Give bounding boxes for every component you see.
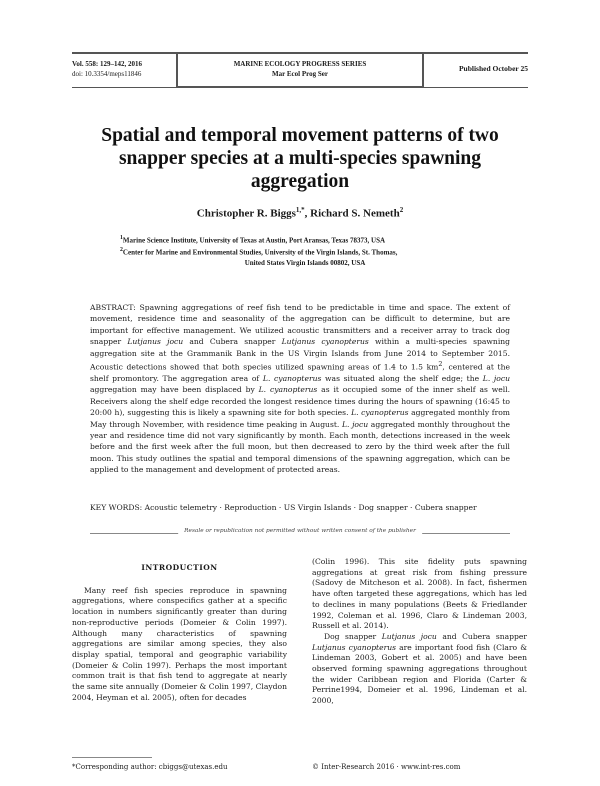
affiliation-1 [120, 233, 490, 245]
volume-info: Vol. 558: 129–142, 2016 [72, 60, 142, 68]
body-text: Dog snapper [324, 631, 382, 641]
intro-paragraph-2 [312, 632, 527, 707]
abstract-label: ABSTRACT: [90, 303, 136, 312]
intro-heading: INTRODUCTION [141, 563, 218, 572]
species-name: L. jocu [341, 419, 369, 429]
abstract-text: aggregated monthly throughout the year and residence time did not vary significantly by month. Each month, detections increased in the week before and the first week after the full moon, but then decreased to zero by the third week after the full moon. This study outlines the spatial and temporal dimensions of the spawning aggregation, which can be applied to the management and development of protected areas. [90, 419, 510, 475]
journal-name-block [176, 52, 424, 88]
species-name: L. cyanopterus [351, 408, 409, 418]
abstract-text: aggregation may have been displaced by [90, 385, 259, 395]
column-left [72, 563, 287, 703]
abstract-text: within a multi-species spawning aggregation site at the Grammanik Bank in the US Virgin Islands from June 2014 to September 2015. Acoustic detections showed that both species utilized spawning areas of 1.4 to 1.5 km [90, 337, 511, 372]
abstract-text: as it occupied some of the inner shelf as well. Receivers along the shelf edge recorded the longest residence times during the hours of spawning (16:45 to 20:00 h), suggesting this is likely a spawning site for both species. [90, 385, 510, 418]
keywords-label: KEY WORDS: [90, 503, 143, 512]
body-text: are important food fish (Claro & Lindeman 2003, Gobert et al. 2005) and have been observed forming spawning aggregations throughout the wider Caribbean region and Florida (Carter & Perrine1994, Domeier et al. 1996, Lindeman et al. 2000, [312, 642, 527, 706]
abstract-text: , centered at the shelf promontory. The aggregation area of [90, 362, 510, 383]
published-date: Published October 25 [424, 52, 528, 88]
doi[interactable]: doi: 10.3354/meps11846 [72, 70, 142, 78]
affiliation-2-cont: United States Virgin Islands 00802, USA [244, 258, 366, 267]
author-line [80, 206, 520, 220]
superscript: 2 [438, 361, 443, 369]
keywords-list: Acoustic telemetry · Reproduction · US Virgin Islands · Dog snapper · Cubera snapper [142, 503, 477, 512]
species-name: Lutjanus cyanopterus [312, 642, 397, 652]
abstract-text: and Cubera snapper [183, 337, 282, 347]
column-right [312, 557, 527, 707]
affiliation-2 [120, 245, 490, 257]
footnote-rule [72, 757, 152, 758]
corresponding-author[interactable]: *Corresponding author: cbiggs@utexas.edu [72, 763, 228, 771]
species-name: Lutjanus jocu [127, 337, 184, 347]
species-name: L. cyanopterus [258, 385, 318, 395]
species-name: Lutjanus jocu [381, 631, 437, 641]
author-1: Christopher R. Biggs [196, 207, 296, 220]
journal-name: MARINE ECOLOGY PROGRESS SERIES [233, 60, 367, 68]
journal-header [72, 52, 528, 88]
author-2-affil: 2 [399, 206, 404, 214]
affiliation-1-text: Marine Science Institute, University of Texas at Austin, Port Aransas, Texas 78373, USA [122, 236, 386, 245]
species-name: Lutjanus cyanopterus [281, 337, 369, 347]
author-2: Richard S. Nemeth [310, 207, 400, 220]
species-name: L. jocu [482, 373, 510, 383]
article-title: Spatial and temporal movement patterns of two snapper species at a multi-species spawning aggregation [101, 125, 499, 192]
journal-abbrev: Mar Ecol Prog Ser [272, 70, 328, 78]
intro-paragraph-1: Many reef fish species reproduce in spawning aggregations, where conspecifics gather at a specific location in numbers significantly greater than during non-reproductive periods (Domeier & Colin 1997). Although many characteristics of spawning aggregations are similar among species, they also display spatial, temporal and geographic variability (Domeier & Colin 1997). Perhaps the most important common trait is that fish tend to aggregate at nearly the same site annually (Domeier & Colin 1997, Claydon 2004, Heyman et al. 2005), often for decades [72, 585, 287, 702]
species-name: L. cyanopterus [262, 373, 322, 383]
affiliation-1-num: 1 [120, 235, 123, 241]
affiliation-2-num: 2 [120, 247, 123, 254]
resale-notice: Resale or republication not permitted without written consent of the publisher [178, 528, 422, 534]
intro-paragraph-cont: (Colin 1996). This site fidelity puts spawning aggregations at great risk from fishing pressure (Sadovy de Mitcheson et al. 2008). In fact, fishermen have often targeted these aggregations, which has led to declines in many populations (Beets & Friedlander 1992, Coleman et al. 1996, Claro & Lindeman 2003, Russell et al. 2014). [312, 557, 527, 631]
body-text: and Cubera snapper [436, 631, 527, 641]
affiliations [120, 233, 490, 268]
abstract-text: aggregated monthly from May through November, with residence time peaking in August. [90, 408, 510, 429]
abstract-text: Spawning aggregations of reef fish tend to be predictable in time and space. The extent of movement, residence time and seasonality of the aggregation can be difficult to determine, but are important for effective management. We utilized acoustic transmitters and a receiver array to track dog snapper [90, 303, 510, 347]
author-separator: , [304, 207, 311, 220]
affiliation-2-text: Center for Marine and Environmental Studies, University of the Virgin Islands, St. Thomas, [122, 248, 398, 257]
keywords [90, 502, 510, 513]
copyright[interactable]: © Inter-Research 2016 · www.int-res.com [312, 763, 461, 771]
abstract [90, 302, 510, 476]
citation-block [72, 52, 176, 88]
resale-separator [90, 528, 510, 534]
abstract-text: was situated along the shelf edge; the [321, 373, 483, 383]
author-1-affil: 1,* [295, 206, 305, 214]
